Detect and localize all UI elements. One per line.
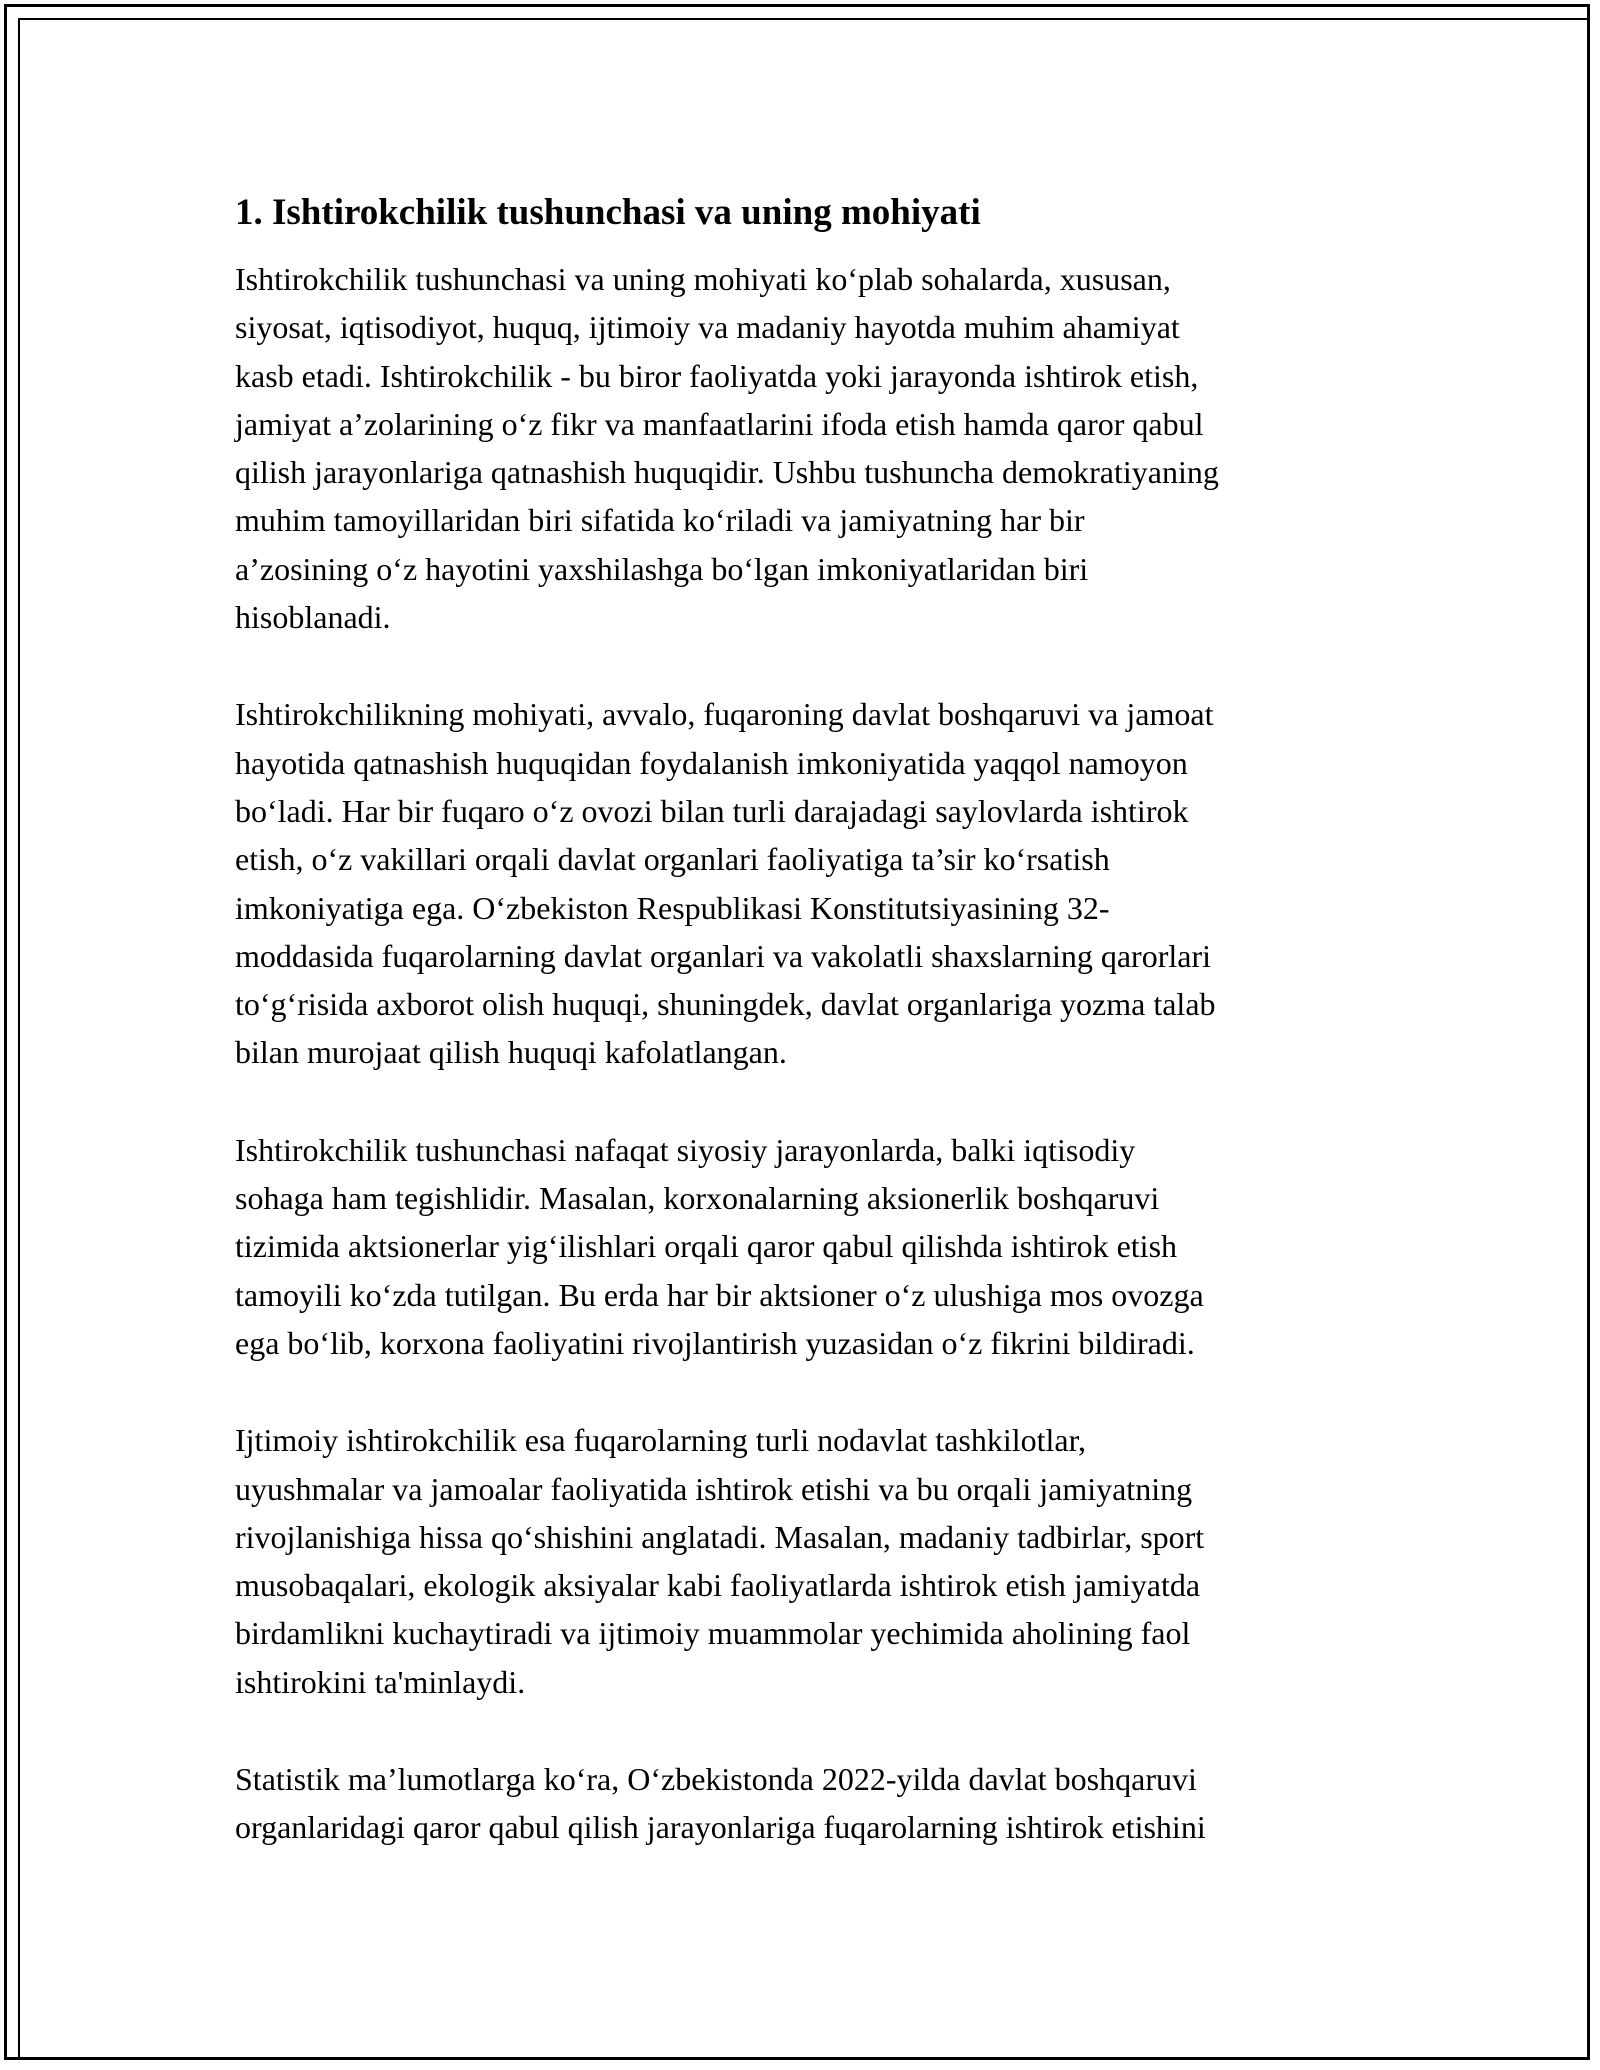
text-line: birdamlikni kuchaytiradi va ijtimoiy muammolar yechimida aholining faol [235, 1615, 1191, 1652]
text-line: bilan murojaat qilish huquqi kafolatlangan. [235, 1034, 787, 1071]
paragraph-5 [235, 1755, 1375, 1852]
paragraph-2 [235, 690, 1375, 1076]
text-line: musobaqalari, ekologik aksiyalar kabi faoliyatlarda ishtirok etish jamiyatda [235, 1567, 1201, 1604]
text-line: hayotida qatnashish huquqidan foydalanish imkoniyatida yaqqol namoyon [235, 744, 1188, 781]
text-line: organlaridagi qaror qabul qilish jarayonlariga fuqarolarning ishtirok etishini [235, 1809, 1206, 1846]
text-line: Ijtimoiy ishtirokchilik esa fuqarolarning turli nodavlat tashkilotlar, [235, 1422, 1086, 1459]
text-line: sohaga ham tegishlidir. Masalan, korxonalarning aksionerlik boshqaruvi [235, 1180, 1160, 1217]
text-line: muhim tamoyillaridan biri sifatida ko‘riladi va jamiyatning har bir [235, 502, 1085, 539]
text-line: a’zosining o‘z hayotini yaxshilashga bo‘lgan imkoniyatlaridan biri [235, 550, 1089, 587]
text-line: hisoblanadi. [235, 599, 391, 636]
text-line: tizimida aktsionerlar yig‘ilishlari orqali qaror qabul qilishda ishtirok etish [235, 1228, 1178, 1265]
text-line: Ishtirokchilik tushunchasi nafaqat siyosiy jarayonlarda, balki iqtisodiy [235, 1131, 1136, 1168]
text-line: tamoyili ko‘zda tutilgan. Bu erda har bir aktsioner o‘z ulushiga mos ovozga [235, 1276, 1204, 1313]
text-line: imkoniyatiga ega. O‘zbekiston Respublikasi Konstitutsiyasining 32- [235, 889, 1110, 926]
text-line: etish, o‘z vakillari orqali davlat organlari faoliyatiga ta’sir ko‘rsatish [235, 841, 1110, 878]
text-line: rivojlanishiga hissa qo‘shishini anglatadi. Masalan, madaniy tadbirlar, sport [235, 1518, 1205, 1555]
text-line: to‘g‘risida axborot olish huquqi, shuningdek, davlat organlariga yozma talab [235, 986, 1216, 1023]
text-line: siyosat, iqtisodiyot, huquq, ijtimoiy va madaniy hayotda muhim ahamiyat [235, 309, 1180, 346]
text-line: Ishtirokchilik tushunchasi va uning mohiyati ko‘plab sohalarda, xususan, [235, 261, 1171, 297]
text-line: moddasida fuqarolarning davlat organlari va vakolatli shaxslarning qarorlari [235, 937, 1211, 974]
text-line: jamiyat a’zolarining o‘z fikr va manfaatlarini ifoda etish hamda qaror qabul [235, 405, 1204, 442]
text-line: bo‘ladi. Har bir fuqaro o‘z ovozi bilan turli darajadagi saylovlarda ishtirok [235, 792, 1189, 829]
section-heading: 1. Ishtirokchilik tushunchasi va uning mohiyati [235, 192, 981, 233]
text-line: uyushmalar va jamoalar faoliyatida ishtirok etishi va bu orqali jamiyatning [235, 1470, 1193, 1507]
paragraph-1 [235, 255, 1375, 641]
text-line: ega bo‘lib, korxona faoliyatini rivojlantirish yuzasidan o‘z fikrini bildiradi. [235, 1324, 1195, 1361]
paragraph-3 [235, 1126, 1375, 1367]
text-line: Ishtirokchilikning mohiyati, avvalo, fuqaroning davlat boshqaruvi va jamoat [235, 696, 1214, 733]
document-body [235, 189, 1375, 1901]
text-line: Statistik ma’lumotlarga ko‘ra, O‘zbekistonda 2022-yilda davlat boshqaruvi [235, 1761, 1197, 1798]
text-line: kasb etadi. Ishtirokchilik - bu biror faoliyatda yoki jarayonda ishtirok etish, [235, 357, 1199, 394]
text-line: ishtirokini ta'minlaydi. [235, 1663, 526, 1700]
text-line: qilish jarayonlariga qatnashish huquqidir. Ushbu tushuncha demokratiyaning [235, 454, 1219, 491]
paragraph-4 [235, 1416, 1375, 1706]
